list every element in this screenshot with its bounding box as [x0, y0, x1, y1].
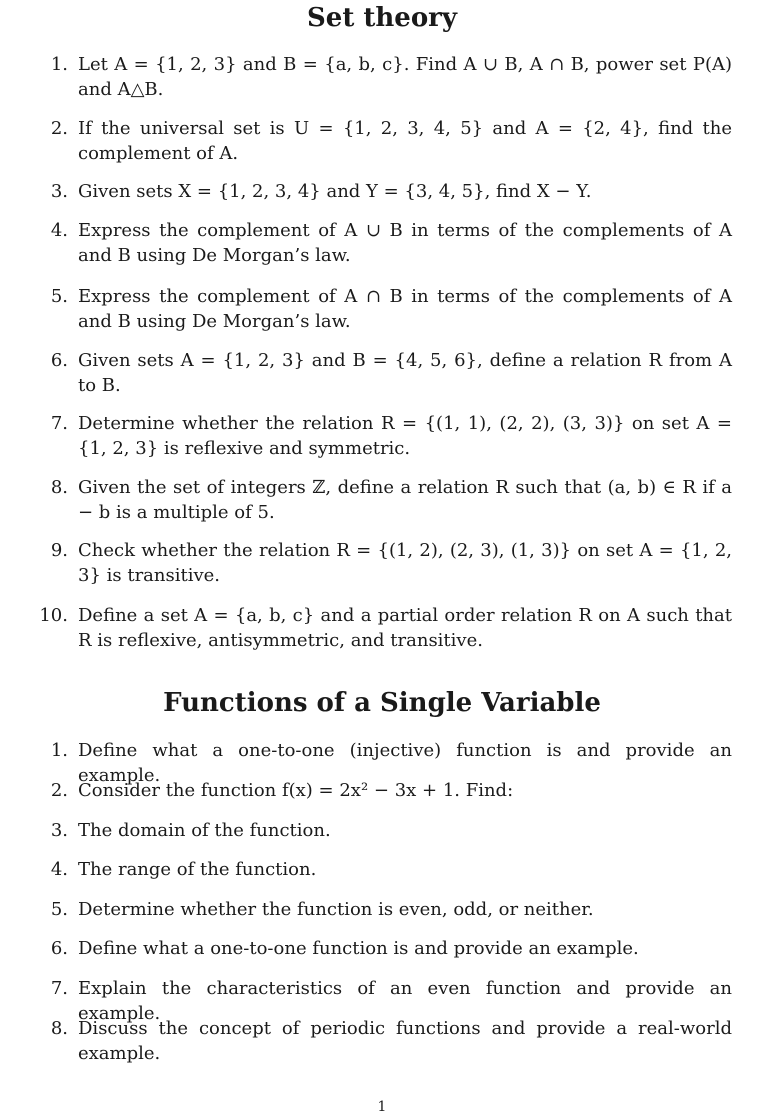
item-number: 7.	[50, 413, 68, 434]
item-number: 2.	[50, 780, 68, 801]
item-number: 8.	[50, 477, 68, 498]
item-text: Define what a one-to-one function is and provide an example.	[78, 938, 639, 959]
item-number: 3.	[50, 181, 68, 202]
item-number: 1.	[50, 740, 68, 761]
item-text: Given the set of integers ℤ, define a relation R such that (a, b) ∈ R if a − b is a multiple of 5.	[78, 477, 732, 523]
item-text: Express the complement of A ∩ B in terms of the complements of A and B using De Morgan’s law.	[78, 286, 732, 332]
page-number: 1	[377, 1099, 387, 1115]
item-number: 7.	[50, 978, 68, 999]
item-number: 5.	[50, 899, 68, 920]
item-number: 5.	[50, 286, 68, 307]
item-number: 6.	[50, 350, 68, 371]
item-text: Given sets X = {1, 2, 3, 4} and Y = {3, 4, 5}, find X − Y.	[78, 181, 592, 202]
item-text: Given sets A = {1, 2, 3} and B = {4, 5, 6}, define a relation R from A to B.	[78, 350, 732, 396]
item-number: 6.	[50, 938, 68, 959]
section-title-functions: Functions of a Single Variable	[163, 688, 601, 718]
item-text: Check whether the relation R = {(1, 2), (2, 3), (1, 3)} on set A = {1, 2, 3} is transitive.	[78, 540, 732, 586]
item-text: Define a set A = {a, b, c} and a partial order relation R on A such that R is reflexive, antisymmetric, and transitive.	[78, 605, 732, 651]
item-text: The range of the function.	[78, 859, 317, 880]
item-text: Consider the function f(x) = 2x² − 3x + 1. Find:	[78, 780, 514, 801]
item-text: Determine whether the function is even, odd, or neither.	[78, 899, 594, 920]
item-text: If the universal set is U = {1, 2, 3, 4, 5} and A = {2, 4}, find the complement of A.	[78, 118, 732, 164]
item-text: Let A = {1, 2, 3} and B = {a, b, c}. Find A ∪ B, A ∩ B, power set P(A) and A△B.	[78, 54, 732, 100]
item-number: 9.	[50, 540, 68, 561]
item-number: 4.	[50, 220, 68, 241]
item-text: Express the complement of A ∪ B in terms of the complements of A and B using De Morgan’s law.	[78, 220, 732, 266]
item-number: 2.	[50, 118, 68, 139]
item-number: 10.	[39, 605, 68, 626]
item-text: Explain the characteristics of an even function and provide an example.	[78, 978, 732, 1024]
section-title-set-theory: Set theory	[307, 3, 457, 33]
item-text: Determine whether the relation R = {(1, 1), (2, 2), (3, 3)} on set A = {1, 2, 3} is reflexive and symmetric.	[78, 413, 732, 459]
item-text: Define what a one-to-one (injective) function is and provide an example.	[78, 740, 732, 786]
item-text: Discuss the concept of periodic functions and provide a real-world example.	[78, 1018, 732, 1064]
item-number: 4.	[50, 859, 68, 880]
item-text: The domain of the function.	[78, 820, 331, 841]
item-number: 1.	[50, 54, 68, 75]
item-number: 8.	[50, 1018, 68, 1039]
item-number: 3.	[50, 820, 68, 841]
